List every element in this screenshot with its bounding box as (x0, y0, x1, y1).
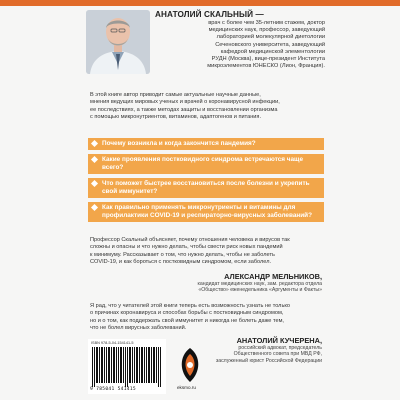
intro-line: мнения ведущих мировых ученых и врачей о коронавирусной инфекции, (90, 99, 280, 106)
intro-line: с помощью микронутриентов, витаминов, адаптогенов и питания. (90, 114, 262, 121)
reviewer-role: «Общество» еженедельника «Аргументы и Факты» (198, 287, 322, 294)
reviewer-name: АЛЕКСАНДР МЕЛЬНИКОВ, (224, 272, 322, 281)
bullet-diamond-icon (91, 180, 98, 187)
question-item (88, 178, 324, 198)
reviewer-role: российский адвокат, председатель (238, 345, 322, 351)
barcode-icon (92, 347, 162, 387)
quote-line: о причинах коронавируса и способах борьбы с постковидным синдромом, (90, 310, 284, 317)
author-bio-line: Сеченовского университета, заведующий (215, 41, 325, 48)
question-text: Как правильно применять микронутриенты и витамины для профилактики COVID-19 и респираторно-вирусных заболеваний? (102, 204, 312, 219)
reviewer-name: АНАТОЛИЙ КУЧЕРЕНА, (236, 336, 322, 345)
bullet-diamond-icon (91, 204, 98, 211)
intro-paragraph (90, 92, 320, 122)
author-bio-line: врач с более чем 35-летним стажем, доктор (208, 20, 325, 26)
description-line: сложны и опасны и что нужно делать, чтобы свести риск новых пандемий (90, 244, 283, 251)
isbn-label: ISBN 978-5-04-154141-5 (91, 341, 134, 345)
author-photo (86, 10, 150, 74)
question-item (88, 138, 324, 150)
reviewer-role: кандидат медицинских наук, зам. редактора отдела (197, 281, 322, 287)
author-bio-line: РУДН (Москва), вице-президент Института (211, 56, 325, 63)
review-quote-kucherena (90, 303, 322, 332)
question-item (88, 154, 324, 174)
question-text: Почему возникла и когда закончится пандемия? (102, 140, 256, 147)
isbn-number: 9 785041 541415 (90, 387, 136, 392)
author-bio-line: кафедрой медицинской элементологии (220, 48, 325, 55)
author-bio-line: микроэлементов ЮНЕСКО (Лион, Франция). (207, 63, 325, 70)
author-block (155, 10, 400, 70)
description-paragraph (90, 237, 320, 266)
review-signature-kucherena (210, 336, 322, 364)
quote-line: но и о том, как поддержать свой иммунитет и никогда не болеть даже тем, (90, 317, 284, 324)
reviewer-role: заслуженный юрист Российской Федерации (215, 357, 322, 364)
quote-line: Я рад, что у читателей этой книги теперь есть возможность узнать не только (90, 303, 290, 309)
author-name: АНАТОЛИЙ СКАЛЬНЫЙ — (155, 10, 264, 19)
author-bio (155, 20, 325, 70)
reviewer-role: Общественного совета при МВД РФ, (233, 351, 322, 358)
top-accent-bar (0, 0, 400, 6)
publisher-url: eksmo.ru (177, 385, 196, 390)
intro-line: В этой книге автор приводит самые актуальные научные данные, (90, 92, 261, 98)
question-text: Что поможет быстрее восстановиться после болезни и укрепить свой иммунитет? (102, 180, 310, 195)
question-text: Какие проявления постковидного синдрома встречаются чаще всего? (102, 156, 304, 171)
barcode-block (88, 339, 166, 394)
author-bio-line: лабораторией молекулярной диетологии (216, 34, 325, 41)
question-item (88, 202, 324, 222)
description-line: COVID-19, и как бороться с постковидным синдромом, если заболел. (90, 258, 272, 265)
author-bio-line: медицинских наук, профессор, заведующий (208, 27, 325, 34)
review-signature-melnikov (160, 272, 322, 294)
description-line: к минимуму. Рассказывает о том, что нужно делать, чтобы не заболеть (90, 251, 275, 258)
intro-line: ее последствиях, а также методах защиты и восстановлении организма (90, 106, 278, 113)
bullet-diamond-icon (91, 156, 98, 163)
description-line: Профессор Скальный объясняет, почему отношения человека и вирусов так (90, 237, 290, 243)
quote-line: что не болел вирусных заболеваний. (90, 324, 187, 331)
bullet-diamond-icon (91, 140, 98, 147)
